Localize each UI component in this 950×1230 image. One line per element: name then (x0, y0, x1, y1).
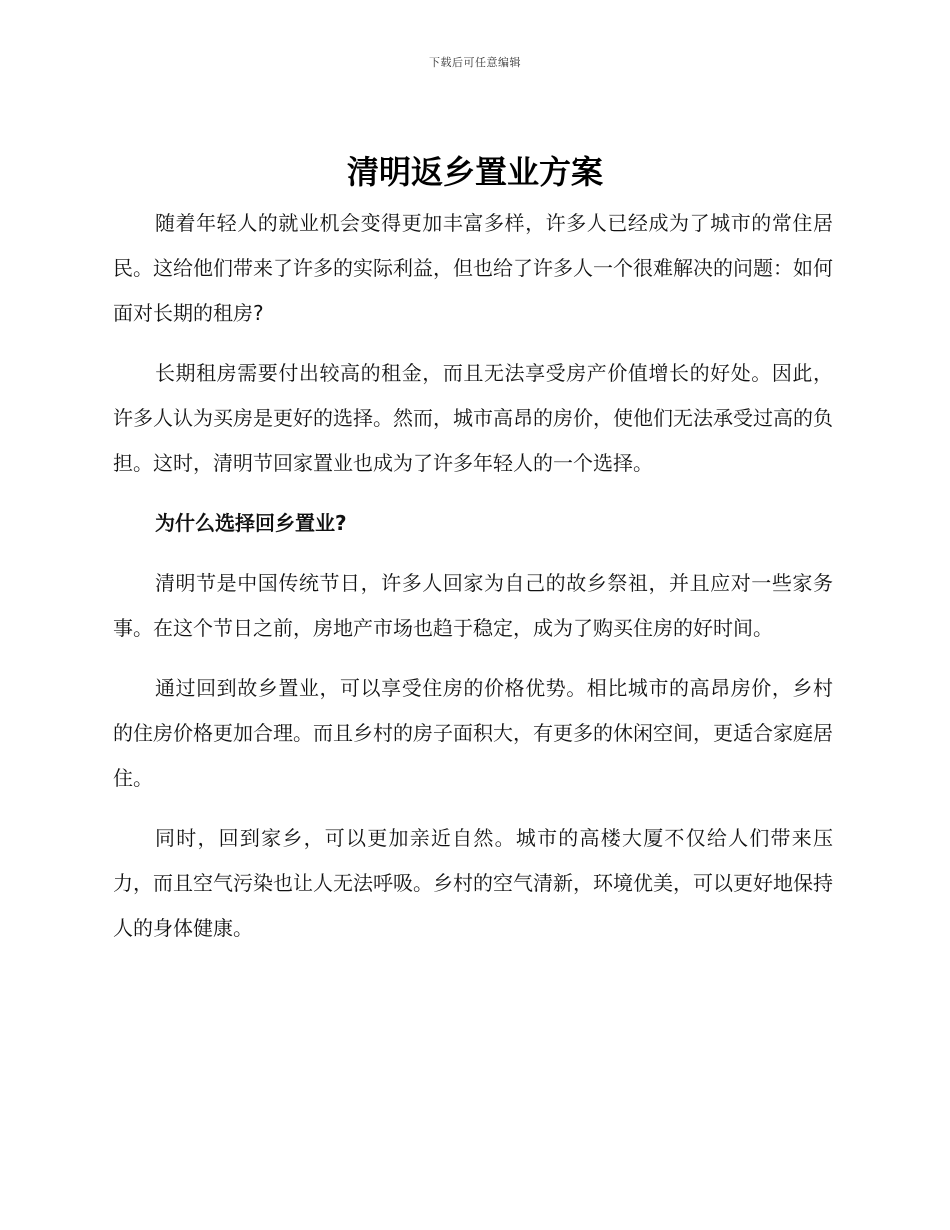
section-heading: 为什么选择回乡置业? (155, 511, 347, 535)
paragraph-nature: 同时，回到家乡，可以更加亲近自然。城市的高楼大厦不仅给人们带来压力，而且空气污染也让人无法呼吸。乡村的空气清新，环境优美，可以更好地保持人的身体健康。 (113, 826, 833, 940)
header-note: 下载后可任意编辑 (429, 56, 521, 69)
paragraph-intro: 随着年轻人的就业机会变得更加丰富多样，许多人已经成为了城市的常住居民。这给他们带来了许多的实际利益，但也给了许多人一个很难解决的问题：如何面对长期的租房? (113, 211, 833, 325)
paragraph-qingming: 清明节是中国传统节日，许多人回家为自己的故乡祭祖，并且应对一些家务事。在这个节日之前，房地产市场也趋于稳定，成为了购买住房的好时间。 (113, 571, 833, 640)
document-title: 清明返乡置业方案 (346, 153, 603, 191)
paragraph-renting: 长期租房需要付出较高的租金，而且无法享受房产价值增长的好处。因此，许多人认为买房是更好的选择。然而，城市高昂的房价，使他们无法承受过高的负担。这时，清明节回家置业也成为了许多年轻人的一个选择。 (113, 361, 833, 475)
paragraph-price-advantage: 通过回到故乡置业，可以享受住房的价格优势。相比城市的高昂房价，乡村的住房价格更加合理。而且乡村的房子面积大，有更多的休闲空间，更适合家庭居住。 (113, 676, 833, 790)
document-body (113, 201, 833, 966)
